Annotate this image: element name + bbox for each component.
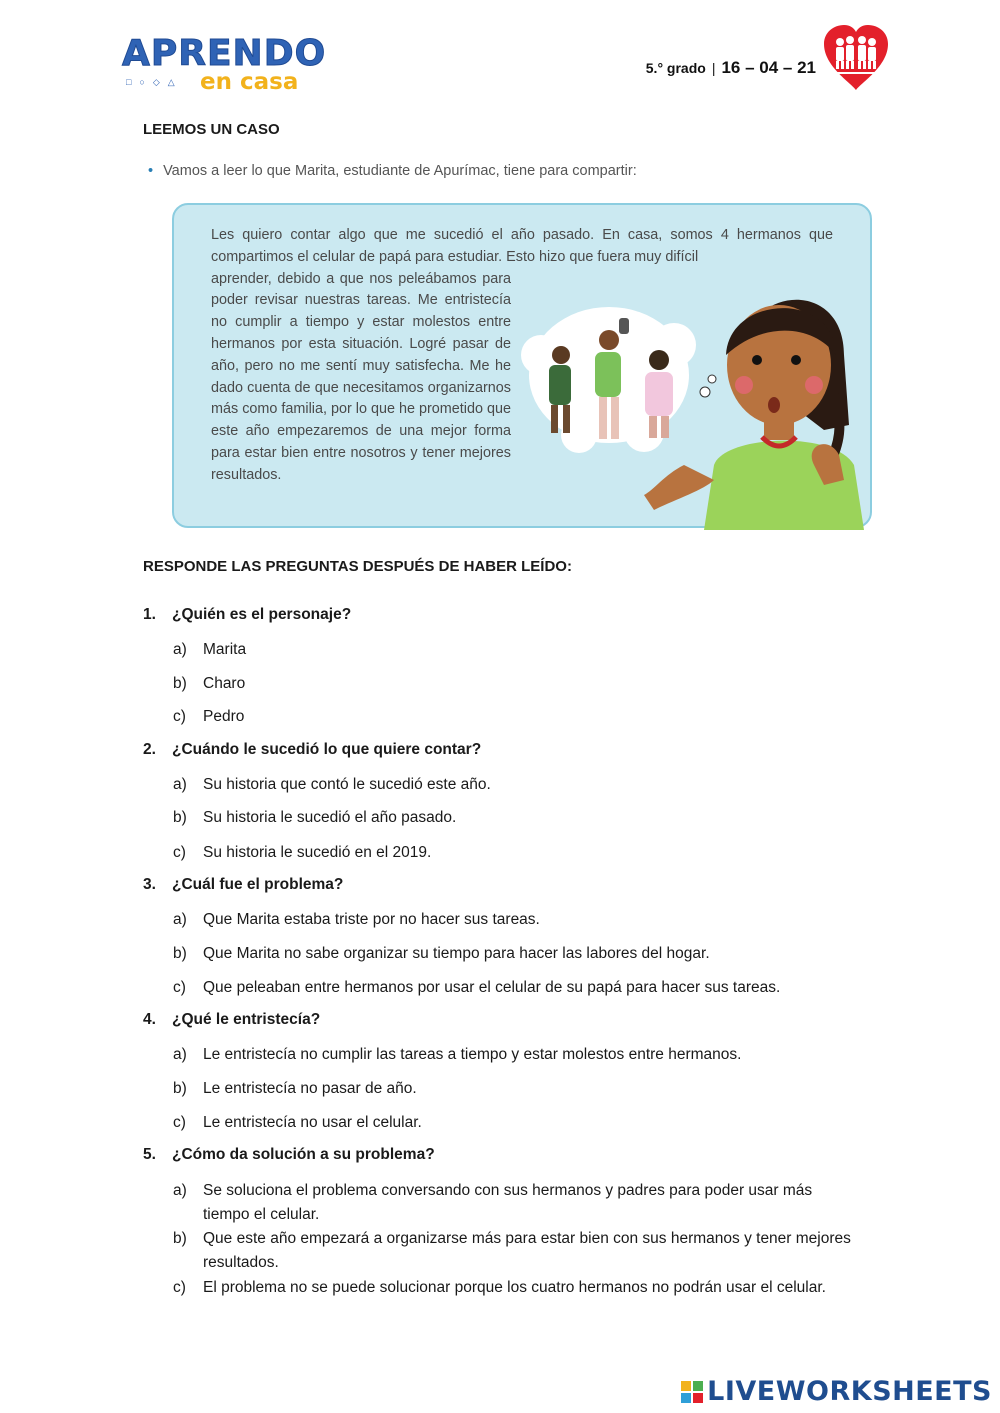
question-4 [143,1011,320,1029]
option-letter: c) [173,708,186,725]
option-text: Que Marita no sabe organizar su tiempo para hacer las labores del hogar. [203,945,710,962]
logo-sub-text: en casa [200,69,299,95]
question-text: ¿Qué le entristecía? [172,1011,321,1028]
option-text: Su historia le sucedió el año pasado. [203,809,457,826]
question-text: ¿Quién es el personaje? [172,606,352,623]
story-rest: aprender, debido a que nos peleábamos para poder revisar nuestras tareas. Me entristecía no cumplir a tiempo y estar molestos entre hermanos por esta situación. Logré pasar de año, pero no me sentí muy satisfecha. Me he dado cuenta de que necesitamos organizarnos más como familia, por lo que he prometido que este año empezaremos de una mejor forma para estar bien entre nosotros y tener mejores resultados. [211,270,511,483]
option-letter: b) [173,1230,187,1247]
option-letter: c) [173,1114,186,1131]
question-text: ¿Cómo da solución a su problema? [172,1146,435,1163]
questions-header: RESPONDE LAS PREGUNTAS DESPUÉS DE HABER LEÍDO: [143,558,572,575]
option-text: Charo [203,675,246,692]
question-text: ¿Cuál fue el problema? [172,876,344,893]
option-letter: c) [173,844,186,861]
option-text: Su historia le sucedió en el 2019. [203,844,432,861]
separator: | [711,60,716,76]
aprendo-en-casa-logo [122,33,327,98]
option-text: Que este año empezará a organizarse más para estar bien con sus hermanos y tener mejores resultados. [203,1230,851,1271]
option-1b[interactable] [173,672,863,696]
option-1a[interactable] [173,638,863,662]
option-3c[interactable] [173,976,863,1000]
grade-label: 5.° grado [645,60,706,76]
intro-bullet [148,163,637,179]
bullet-icon: • [148,163,154,179]
option-text: Se soluciona el problema conversando con sus hermanos y padres para poder usar más tiempo el celular. [203,1182,813,1223]
option-letter: b) [173,945,187,962]
question-5 [143,1146,435,1164]
option-3a[interactable] [173,908,863,932]
grade-date [646,58,816,78]
marita-illustration [644,265,874,530]
question-number: 4. [143,1011,156,1028]
option-text: Le entristecía no usar el celular. [203,1114,422,1131]
option-letter: c) [173,1279,186,1296]
option-text: Que Marita estaba triste por no hacer sus tareas. [203,911,540,928]
story-line-1: Les quiero contar algo que me sucedió el año pasado. En casa, somos 4 hermanos que compartimos el celular de papá para estudiar. Esto hizo que fuera muy difícil [211,227,833,265]
story-box [172,203,872,528]
option-text: Le entristecía no cumplir las tareas a tiempo y estar molestos entre hermanos. [203,1046,742,1063]
school-heart-logo-icon [820,22,892,94]
logo-shapes-icon: □○◇△ [126,77,183,87]
date-label: 16 – 04 – 21 [721,58,816,77]
option-2c[interactable] [173,841,863,865]
option-letter: a) [173,641,187,658]
option-2b[interactable] [173,806,863,830]
option-3b[interactable] [173,942,863,966]
question-2 [143,741,481,759]
option-4a[interactable] [173,1043,863,1067]
option-2a[interactable] [173,773,863,797]
liveworksheets-logo [681,1376,992,1410]
question-number: 2. [143,741,156,758]
question-1 [143,606,351,624]
option-5c[interactable] [173,1276,853,1300]
option-5a[interactable] [173,1179,853,1227]
option-text: Le entristecía no pasar de año. [203,1080,417,1097]
question-number: 5. [143,1146,156,1163]
logo-main-text: APRENDO [122,33,327,74]
question-text: ¿Cuándo le sucedió lo que quiere contar? [172,741,482,758]
intro-text: Vamos a leer lo que Marita, estudiante de Apurímac, tiene para compartir: [163,163,637,179]
option-letter: a) [173,1046,187,1063]
option-4c[interactable] [173,1111,863,1135]
section-title: LEEMOS UN CASO [143,121,280,138]
question-number: 3. [143,876,156,893]
option-letter: b) [173,675,187,692]
option-letter: c) [173,979,186,996]
option-letter: a) [173,911,187,928]
option-letter: b) [173,809,187,826]
option-letter: a) [173,1182,187,1199]
option-text: El problema no se puede solucionar porque los cuatro hermanos no podrán usar el celular. [203,1279,826,1296]
question-3 [143,876,343,894]
question-number: 1. [143,606,156,623]
option-1c[interactable] [173,705,863,729]
option-text: Que peleaban entre hermanos por usar el celular de su papá para hacer sus tareas. [203,979,781,996]
option-4b[interactable] [173,1077,863,1101]
liveworksheets-grid-icon [681,1381,703,1403]
option-letter: a) [173,776,187,793]
option-text: Marita [203,641,247,658]
option-text: Pedro [203,708,245,725]
liveworksheets-wordmark: LIVEWORKSHEETS [707,1376,992,1407]
option-letter: b) [173,1080,187,1097]
option-text: Su historia que contó le sucedió este año. [203,776,491,793]
option-5b[interactable] [173,1227,853,1275]
